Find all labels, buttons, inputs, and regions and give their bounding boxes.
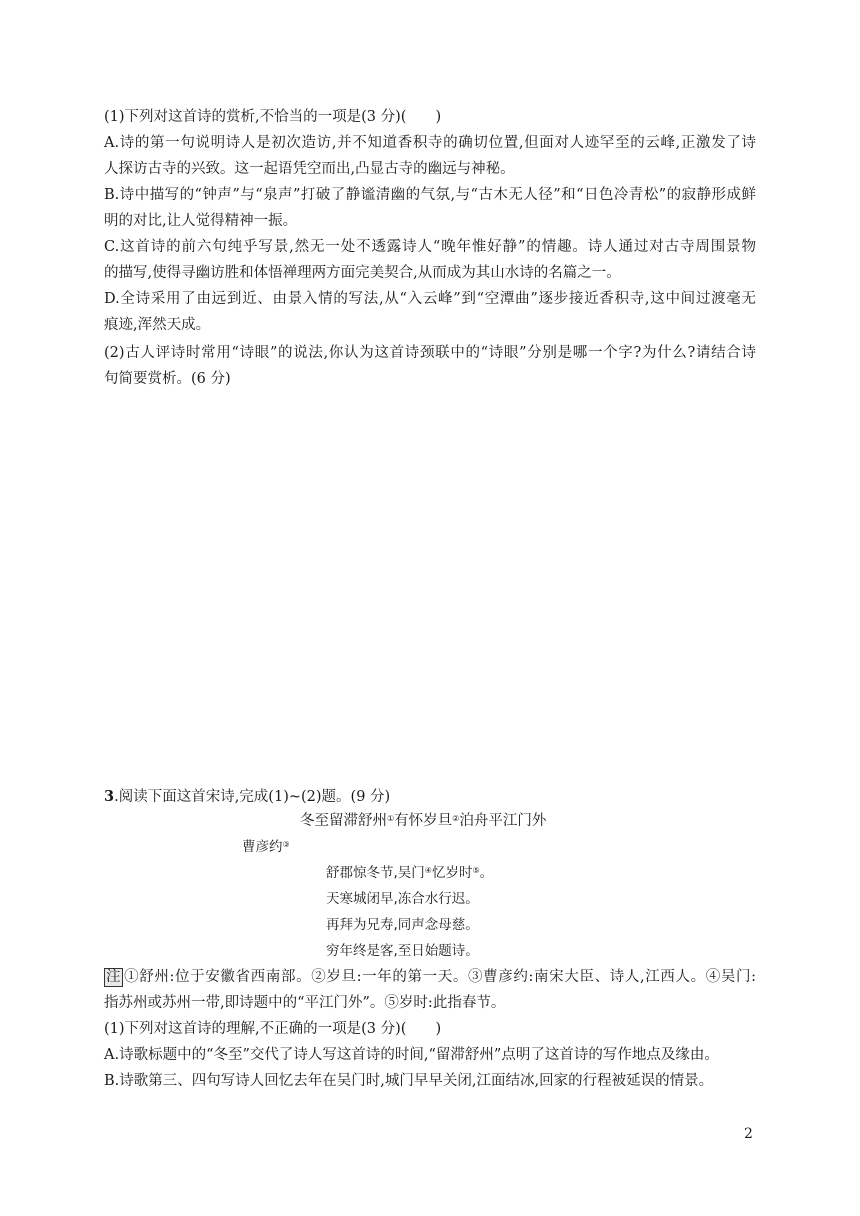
- q3-option-b: B.诗歌第三、四句写诗人回忆去年在吴门时,城门早早关闭,江面结冰,回家的行程被延误的情景。: [104, 1073, 714, 1089]
- q2-option-a: A.诗的第一句说明诗人是初次造访,并不知道香积寺的确切位置,但面对人迹罕至的云峰,正激发了诗 人探访古寺的兴致。这一起语凭空而出,凸显古寺的幽远与神秘。: [104, 135, 756, 177]
- poem-line-3: 再拜为兄寿,同声念母慈。: [326, 917, 479, 933]
- poem-line-1: 舒郡惊冬节,吴门④忆岁时⑤。: [326, 865, 494, 881]
- q3-stem: 3.阅读下面这首宋诗,完成(1)~(2)题。(9 分): [104, 788, 391, 805]
- q2-option-b: B.诗中描写的“钟声”与“泉声”打破了静谧清幽的气氛,与“古木无人径”和“日色冷青松”的寂静形成鲜 明的对比,让人觉得精神一振。: [104, 187, 756, 229]
- q3-notes: 注 ①舒州:位于安徽省西南部。②岁旦:一年的第一天。③曹彦约:南宋大臣、诗人,江西人。④吴门: 指苏州或苏州一带,即诗题中的“平江门外”。⑤岁时:此指春节。: [104, 969, 756, 1011]
- note-label: 注: [106, 969, 121, 985]
- poem-line-2: 天寒城闭早,冻合水行迟。: [326, 891, 479, 907]
- q2-option-d: D.全诗采用了由远到近、由景入情的写法,从“入云峰”到“空潭曲”逐步接近香积寺,这中间过渡毫无 痕迹,浑然天成。: [104, 291, 756, 333]
- poem-author: 曹彦约③: [242, 839, 290, 855]
- q2-sub1-stem: (1)下列对这首诗的赏析,不恰当的一项是(3 分)( ): [104, 109, 442, 125]
- q2-sub2-stem: (2)古人评诗时常用“诗眼”的说法,你认为这首诗颈联中的“诗眼”分别是哪一个字?为什么?请结合诗 句简要赏析。(6 分): [104, 345, 756, 387]
- page-number: 2: [744, 1126, 753, 1142]
- q3-sub1-stem: (1)下列对这首诗的理解,不正确的一项是(3 分)( ): [104, 1021, 442, 1037]
- poem-line-4: 穷年终是客,至日始题诗。: [326, 943, 479, 959]
- q3-number: 3: [104, 788, 115, 805]
- poem-title: 冬至留滞舒州①有怀岁旦②泊舟平江门外: [300, 813, 547, 829]
- q3-option-a: A.诗歌标题中的“冬至”交代了诗人写这首诗的时间,“留滞舒州”点明了这首诗的写作地点及缘由。: [104, 1047, 719, 1063]
- q2-option-c: C.这首诗的前六句纯乎写景,然无一处不透露诗人“晚年惟好静”的情趣。诗人通过对古寺周围景物 的描写,使得寻幽访胜和体悟禅理两方面完美契合,从而成为其山水诗的名篇之一。: [104, 239, 756, 281]
